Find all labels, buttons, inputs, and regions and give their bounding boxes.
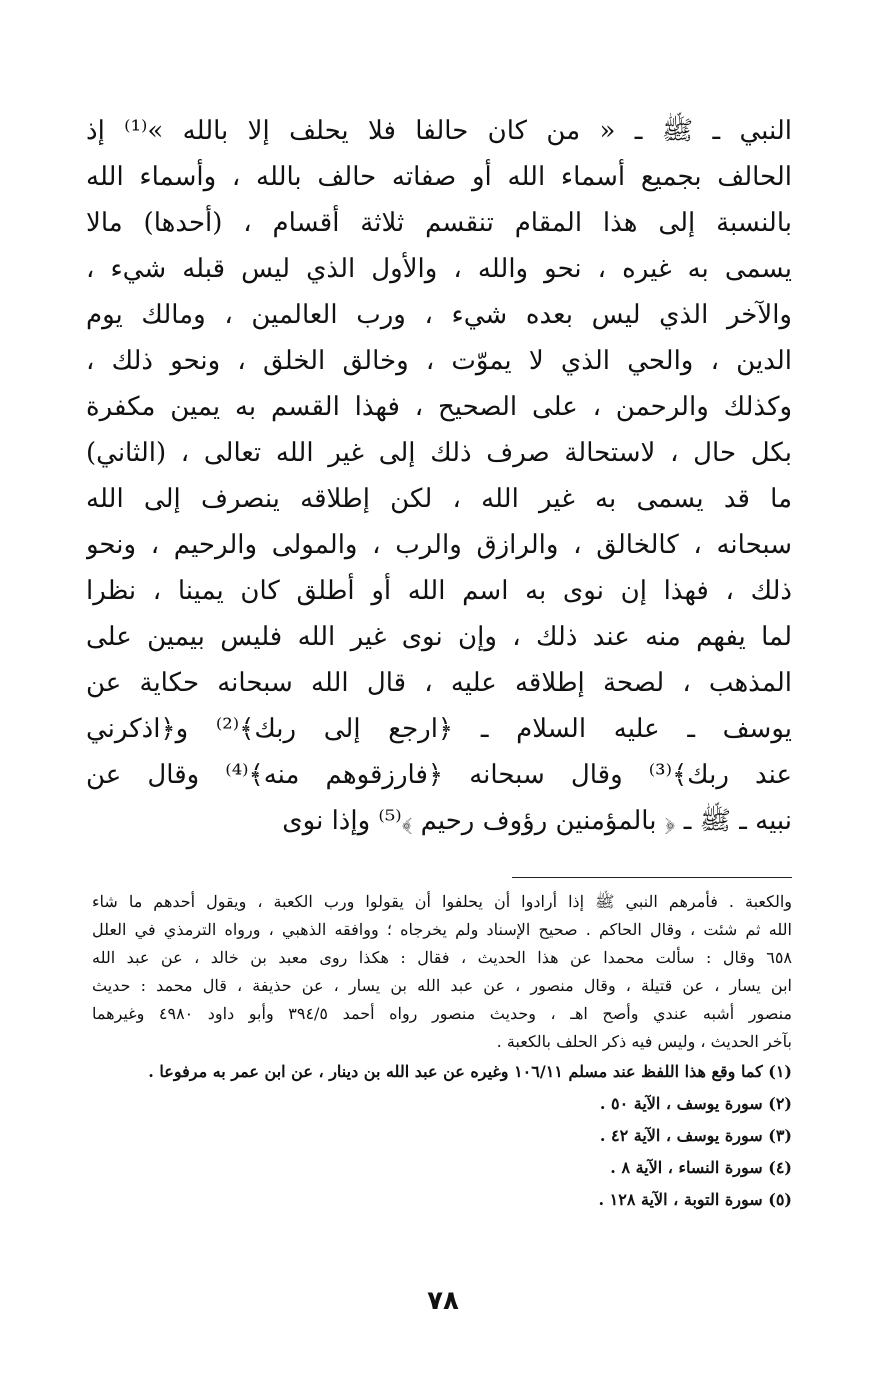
main-text-line: يوسف ـ عليه السلام ـ ﴿ارجع إلى ربك﴾⁽²⁾ و﴿اذكرني: [86, 714, 792, 744]
main-text-line: نبيه ـ ﷺ ـ ﴿ بالمؤمنين رؤوف رحيم ﴾⁽⁵⁾ وإذا نوى: [282, 806, 792, 836]
footnote-separator: [512, 877, 792, 878]
main-text-line: ما قد يسمى به غير الله ، لكن إطلاقه ينصرف إلى الله: [86, 484, 792, 514]
footnote-5: (٥) سورة التوبة ، الآية ١٢٨ .: [598, 1190, 792, 1209]
footnote-continuation-line: ابن يسار ، عن قتيلة ، وقال منصور ، عن عبد الله بن يسار ، عن حذيفة ، قال محمد : حديث: [92, 976, 792, 995]
main-text-line: المذهب ، لصحة إطلاقه عليه ، قال الله سبحانه حكاية عن: [86, 668, 792, 698]
footnotes-block: [92, 888, 792, 1216]
footnote-continuation-line: منصور أشبه عندي وأصح اهـ ، وحديث منصور رواه أحمد ٣٩٤/٥ وأبو داود ٤٩٨٠ وغيرهما: [92, 1004, 792, 1023]
main-text-line: وكذلك والرحمن ، على الصحيح ، فهذا القسم به يمين مكفرة: [86, 392, 792, 422]
main-text-line: يسمى به غيره ، نحو والله ، والأول الذي ليس قبله شيء ،: [86, 254, 792, 284]
footnote-continuation-line: الله ثم شئت ، وقال الحاكم . صحيح الإسناد ولم يخرجاه ؛ ووافقه الذهبي ، ورواه الترمذي في العلل: [92, 920, 792, 939]
main-text-line: سبحانه ، كالخالق ، والرازق والرب ، والمولى والرحيم ، ونحو: [86, 530, 792, 560]
main-text-line: عند ربك﴾⁽³⁾ وقال سبحانه ﴿فارزقوهم منه﴾⁽⁴⁾ وقال عن: [86, 760, 792, 790]
main-text-block: [86, 108, 792, 844]
footnote-2: (٢) سورة يوسف ، الآية ٥٠ .: [599, 1094, 792, 1113]
footnote-continuation-line: ٦٥٨ وقال : سألت محمدا عن هذا الحديث ، فقال : هكذا روى معبد بن خالد ، عن عبد الله: [92, 948, 792, 967]
main-text-line: بكل حال ، لاستحالة صرف ذلك إلى غير الله تعالى ، (الثاني): [86, 438, 792, 468]
main-text-line: ذلك ، فهذا إن نوى به اسم الله أو أطلق كان يمينا ، نظرا: [86, 576, 792, 606]
footnote-3: (٣) سورة يوسف ، الآية ٤٢ .: [599, 1126, 792, 1145]
page-number: ٧٨: [427, 1286, 459, 1316]
main-text-line: الدين ، والحي الذي لا يموّت ، وخالق الخلق ، ونحو ذلك ،: [86, 346, 792, 376]
main-text-line: النبي ـ ﷺ ـ « من كان حالفا فلا يحلف إلا بالله »⁽¹⁾ إذ: [86, 116, 792, 146]
main-text-line: بالنسبة إلى هذا المقام تنقسم ثلاثة أقسام ، (أحدها) مالا: [86, 208, 792, 238]
main-text-line: والآخر الذي ليس بعده شيء ، ورب العالمين ، ومالك يوم: [86, 300, 792, 330]
footnote-4: (٤) سورة النساء ، الآية ٨ .: [610, 1158, 792, 1177]
footnote-1: (١) كما وقع هذا اللفظ عند مسلم ١٠٦/١١ وغيره عن عبد الله بن دينار ، عن ابن عمر به مرفوعا .: [148, 1062, 792, 1081]
footnote-continuation-line: والكعبة . فأمرهم النبي ﷺ إذا أرادوا أن يحلفوا أن يقولوا ورب الكعبة ، ويقول أحدهم ما شاء: [92, 892, 792, 911]
main-text-line: الحالف بجميع أسماء الله أو صفاته حالف بالله ، وأسماء الله: [86, 162, 792, 192]
main-text-line: لما يفهم منه عند ذلك ، وإن نوى غير الله فليس بيمين على: [86, 622, 792, 652]
footnote-continuation-line: بآخر الحديث ، وليس فيه ذكر الحلف بالكعبة .: [496, 1032, 792, 1051]
